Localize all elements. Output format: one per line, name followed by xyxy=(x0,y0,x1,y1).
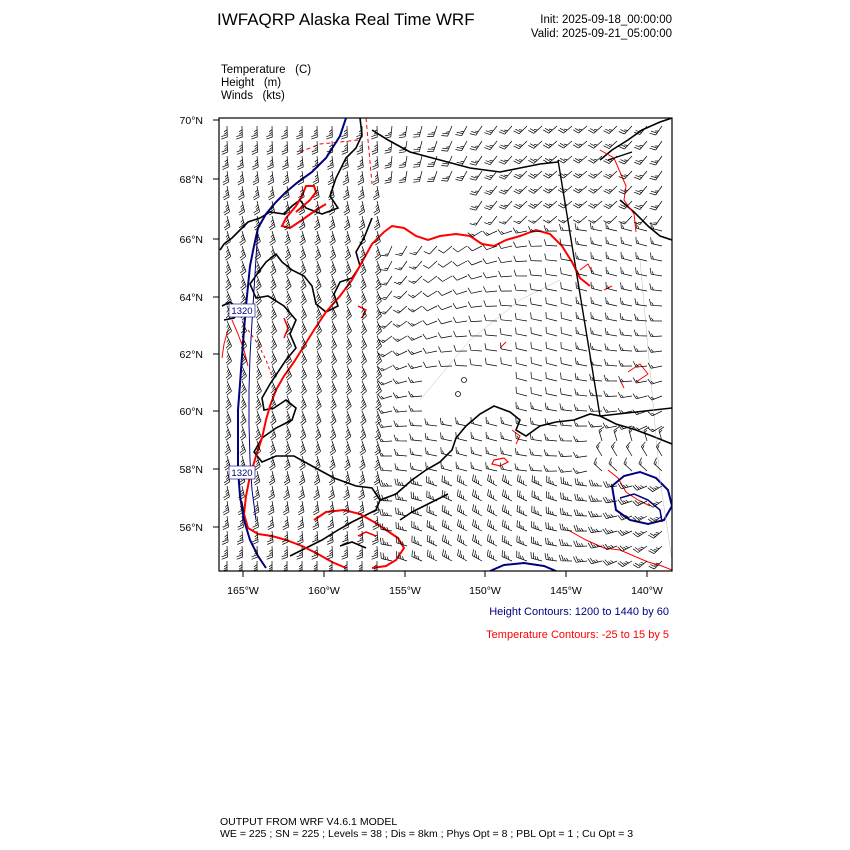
field-winds: Winds (kts) xyxy=(221,90,285,102)
lat-label: 60°N xyxy=(179,406,203,418)
chart-title: IWFAQRP Alaska Real Time WRF xyxy=(217,10,475,29)
map-background xyxy=(219,118,672,571)
lon-label: 160°W xyxy=(308,585,340,597)
lat-label: 68°N xyxy=(179,174,203,186)
lon-label: 150°W xyxy=(469,585,501,597)
valid-time: Valid: 2025-09-21_05:00:00 xyxy=(530,28,672,40)
footer-model: OUTPUT FROM WRF V4.6.1 MODEL xyxy=(220,816,398,828)
map-plot-area xyxy=(219,118,672,574)
temperature-contour-note: Temperature Contours: -25 to 15 by 5 xyxy=(486,629,669,641)
contour-label: 1320 xyxy=(231,468,253,479)
contour-label: 1320 xyxy=(231,306,253,317)
lat-label: 64°N xyxy=(179,292,203,304)
model-footer xyxy=(220,816,633,840)
longitude-labels xyxy=(227,585,663,597)
lon-label: 140°W xyxy=(631,585,663,597)
longitude-axis xyxy=(243,571,647,577)
height-contour-note: Height Contours: 1200 to 1440 by 60 xyxy=(489,606,669,618)
lon-label: 155°W xyxy=(389,585,421,597)
init-time: Init: 2025-09-18_00:00:00 xyxy=(540,14,672,26)
lat-label: 58°N xyxy=(179,464,203,476)
lat-label: 70°N xyxy=(179,115,203,127)
latitude-axis xyxy=(213,120,219,527)
field-temperature: Temperature (C) xyxy=(221,64,312,76)
lon-label: 165°W xyxy=(227,585,259,597)
lat-label: 66°N xyxy=(179,234,203,246)
footer-params: WE = 225 ; SN = 225 ; Levels = 38 ; Dis = 8km ; Phys Opt = 8 ; PBL Opt = 1 ; Cu Opt = 3 xyxy=(220,828,634,840)
lon-label: 145°W xyxy=(550,585,582,597)
lat-label: 62°N xyxy=(179,349,203,361)
latitude-labels xyxy=(180,115,203,534)
lat-label: 56°N xyxy=(179,522,203,534)
field-height: Height (m) xyxy=(221,77,282,89)
